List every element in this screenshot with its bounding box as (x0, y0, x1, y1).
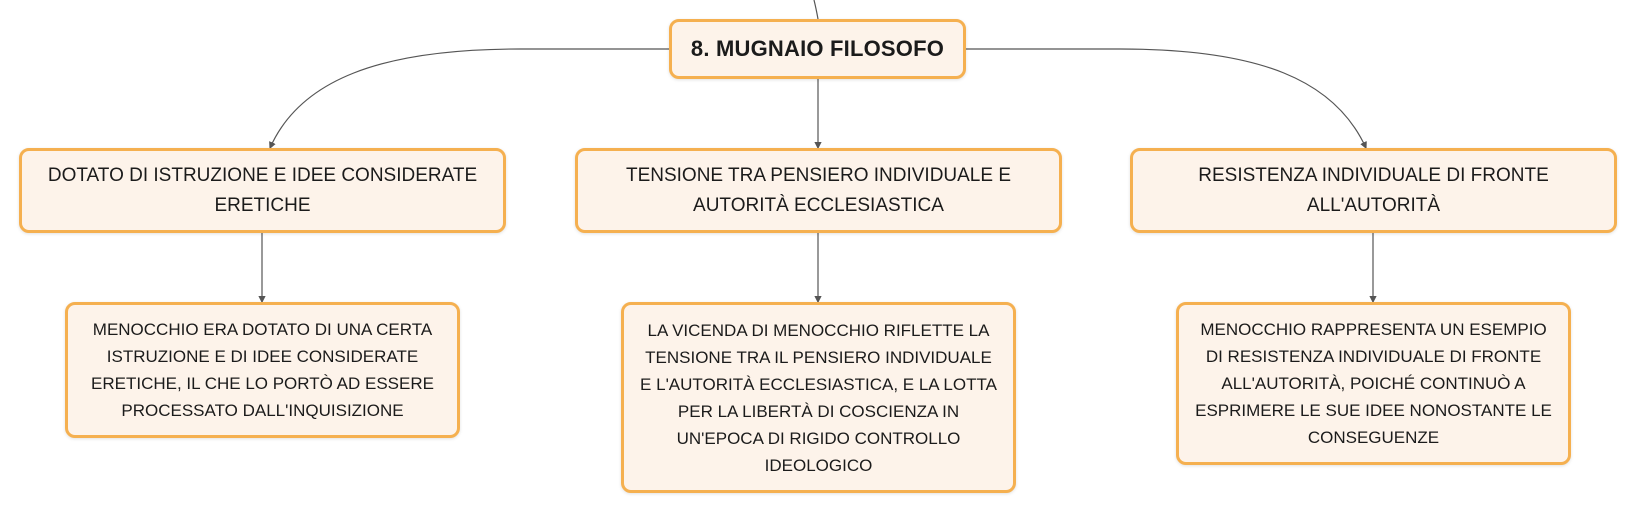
branch-node-3-label: RESISTENZA INDIVIDUALE DI FRONTE ALL'AUTORITÀ (1198, 164, 1549, 216)
detail-node-1-text: MENOCCHIO ERA DOTATO DI UNA CERTA ISTRUZIONE E DI IDEE CONSIDERATE ERETICHE, IL CHE LO PORTÒ AD ESSERE PROCESSATO DALL'INQUISIZIONE (91, 320, 434, 420)
branch-node-2-label: TENSIONE TRA PENSIERO INDIVIDUALE E AUTORITÀ ECCLESIASTICA (625, 164, 1012, 216)
branch-node-1-label: DOTATO DI ISTRUZIONE E IDEE CONSIDERATE ERETICHE (47, 164, 478, 216)
detail-node-3-text: MENOCCHIO RAPPRESENTA UN ESEMPIO DI RESISTENZA INDIVIDUALE DI FRONTE ALL'AUTORITÀ, POICHÉ CONTINUÒ A ESPRIMERE LE SUE IDEE NONOSTANTE LE CONSEGUENZE (1195, 320, 1552, 447)
connector-root-to-branch-1 (270, 49, 669, 148)
branch-node-3[interactable] (1130, 148, 1617, 233)
detail-node-3[interactable] (1176, 302, 1571, 465)
connector-parent-to-root (814, 0, 818, 19)
connector-root-to-branch-3 (966, 49, 1366, 148)
root-node[interactable] (669, 19, 966, 79)
branch-node-1[interactable] (19, 148, 506, 233)
root-node-label: 8. MUGNAIO FILOSOFO (690, 36, 945, 61)
detail-node-2-text: LA VICENDA DI MENOCCHIO RIFLETTE LA TENSIONE TRA IL PENSIERO INDIVIDUALE E L'AUTORITÀ ECCLESIASTICA, E LA LOTTA PER LA LIBERTÀ DI COSCIENZA IN UN'EPOCA DI RIGIDO CONTROLLO IDEOLOGICO (640, 320, 997, 475)
branch-node-2[interactable] (575, 148, 1062, 233)
detail-node-1[interactable] (65, 302, 460, 438)
detail-node-2[interactable] (621, 302, 1016, 493)
